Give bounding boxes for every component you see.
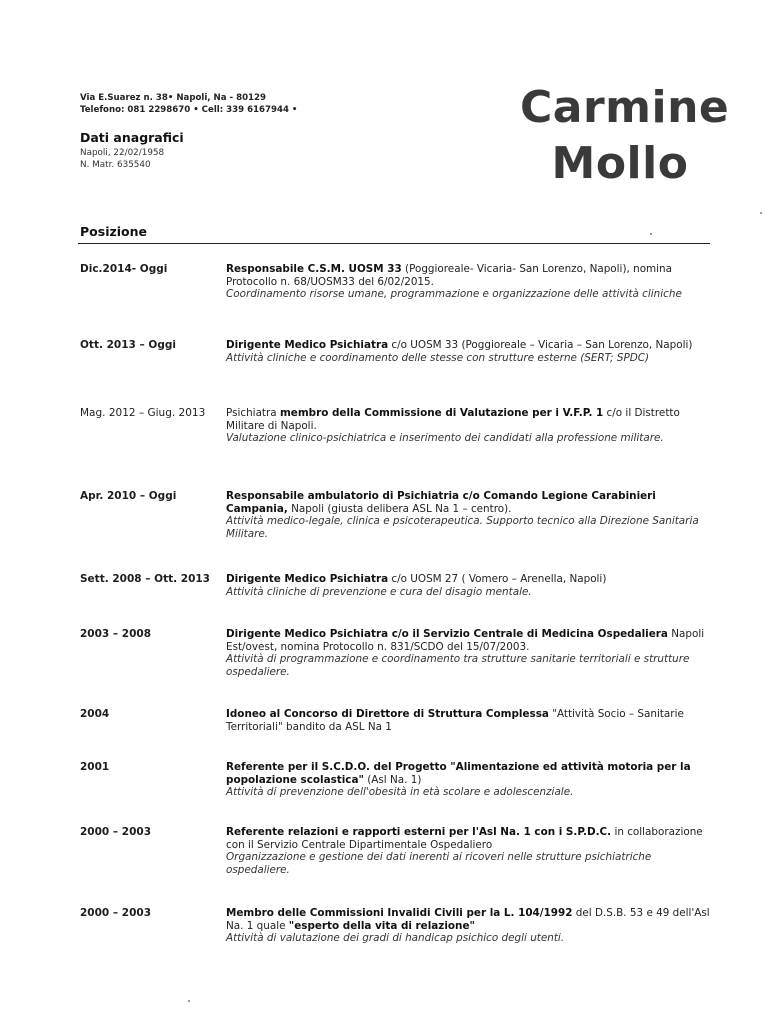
entry-date: 2000 – 2003 [80,907,152,919]
entry-description [226,826,716,876]
candidate-name [520,80,730,192]
entry-role: Referente relazioni e rapporti esterni per l'Asl Na. 1 con i S.P.D.C. [226,826,612,838]
entry-activity: Attività cliniche di prevenzione e cura del disagio mentale. [226,585,532,598]
birth-info: Napoli, 22/02/1958 [80,148,165,158]
scan-speck [760,212,762,214]
section-divider [78,243,710,244]
entry-date: 2001 [80,761,110,773]
entry-activity: Attività di valutazione dei gradi di handicap psichico degli utenti. [226,932,565,945]
entry-activity: Valutazione clinico-psichiatrica e inserimento dei candidati alla professione militare. [226,432,664,445]
entry-activity: Attività di prevenzione dell'obesità in età scolare e adolescenziale. [226,786,574,799]
entry-role: Membro delle Commissioni Invalidi Civili per la L. 104/1992 [226,907,573,919]
entry-description [226,339,716,364]
entry-role: Dirigente Medico Psichiatra [226,573,389,585]
anagrafica-section [80,130,184,171]
entry-details: (Asl Na. 1) [363,773,422,786]
entry-role: Responsabile ambulatorio di Psichiatria c/o Comando Legione Carabinieri Campania, [226,490,656,515]
entry-date: 2000 – 2003 [80,826,152,838]
entry-role: Referente per il S.C.D.O. del Progetto "Alimentazione ed attività motoria per la popolazione scolastica" [226,761,691,786]
entry-details: Napoli (giusta delibera ASL Na 1 – centro). [287,502,512,515]
entry-details: del D.S.B. 53 e 49 dell'Asl Na. 1 quale [226,907,710,932]
entry-description [226,907,716,945]
scan-speck [188,1000,190,1002]
entry-date: 2004 [80,708,110,720]
scan-speck [650,233,652,235]
entry-date: Mag. 2012 – Giug. 2013 [80,407,206,419]
entry-role-extra: "esperto della vita di relazione" [288,919,475,932]
entry-date: Apr. 2010 – Oggi [80,490,177,502]
entry-role: Dirigente Medico Psichiatra [226,339,389,351]
address-line: Via E.Suarez n. 38• Napoli, Na - 80129 [80,93,266,103]
entry-role: Dirigente Medico Psichiatra c/o il Servizio Centrale di Medicina Ospedaliera [226,628,668,640]
first-name: Carmine [520,82,730,133]
entry-activity: Attività medico-legale, clinica e psicoterapeutica. Supporto tecnico alla Direzione Sanitaria Militare. [226,515,699,540]
entry-description [226,761,716,799]
entry-description [226,263,716,301]
entry-description [226,490,716,540]
entry-description [226,573,716,598]
entry-date: Sett. 2008 – Ott. 2013 [80,573,210,585]
posizione-heading: Posizione [80,224,147,239]
contact-block [80,92,297,116]
last-name: Mollo [551,138,689,189]
entry-details: in collaborazione con il Servizio Centrale Dipartimentale Ospedaliero [226,826,703,851]
entry-details: c/o UOSM 27 ( Vomero – Arenella, Napoli) [388,573,607,585]
phone-line: Telefono: 081 2298670 • Cell: 339 6167944 • [80,105,298,115]
entry-details: Napoli Est/ovest, nomina Protocollo n. 831/SCDO del 15/07/2003. [226,628,705,653]
entry-role: Idoneo al Concorso di Direttore di Struttura Complessa [226,708,549,720]
entry-details: "Attività Socio – Sanitarie Territoriali" bandito da ASL Na 1 [226,708,684,733]
entry-date: Ott. 2013 – Oggi [80,339,176,351]
entry-details: c/o il Distretto Militare di Napoli. [226,407,680,432]
entry-description [226,708,716,733]
entry-role: Responsabile C.S.M. UOSM 33 [226,263,402,275]
entry-details: (Poggioreale- Vicaria- San Lorenzo, Napoli), nomina Protocollo n. 68/UOSM33 del 6/02/2015. [226,263,673,288]
anagrafica-heading: Dati anagrafici [80,130,184,145]
entry-activity: Attività di programmazione e coordinamento tra strutture sanitarie territoriali e strutture ospedaliere. [226,653,690,678]
entry-date: Dic.2014- Oggi [80,263,168,275]
entry-prefix: Psichiatra [226,407,280,419]
entry-details: c/o UOSM 33 (Poggioreale – Vicaria – San Lorenzo, Napoli) [388,339,693,351]
entry-date: 2003 – 2008 [80,628,152,640]
entry-description [226,407,716,445]
matricola-info: N. Matr. 635540 [80,160,151,170]
entry-activity: Attività cliniche e coordinamento delle stesse con strutture esterne (SERT; SPDC) [226,351,650,364]
entry-description [226,628,716,678]
entry-activity: Coordinamento risorse umane, programmazione e organizzazione delle attività cliniche [226,288,682,301]
entry-role: membro della Commissione di Valutazione per i V.F.P. 1 [279,407,604,419]
entry-activity: Organizzazione e gestione dei dati inerenti ai ricoveri nelle strutture psichiatriche ospedaliere. [226,851,652,876]
